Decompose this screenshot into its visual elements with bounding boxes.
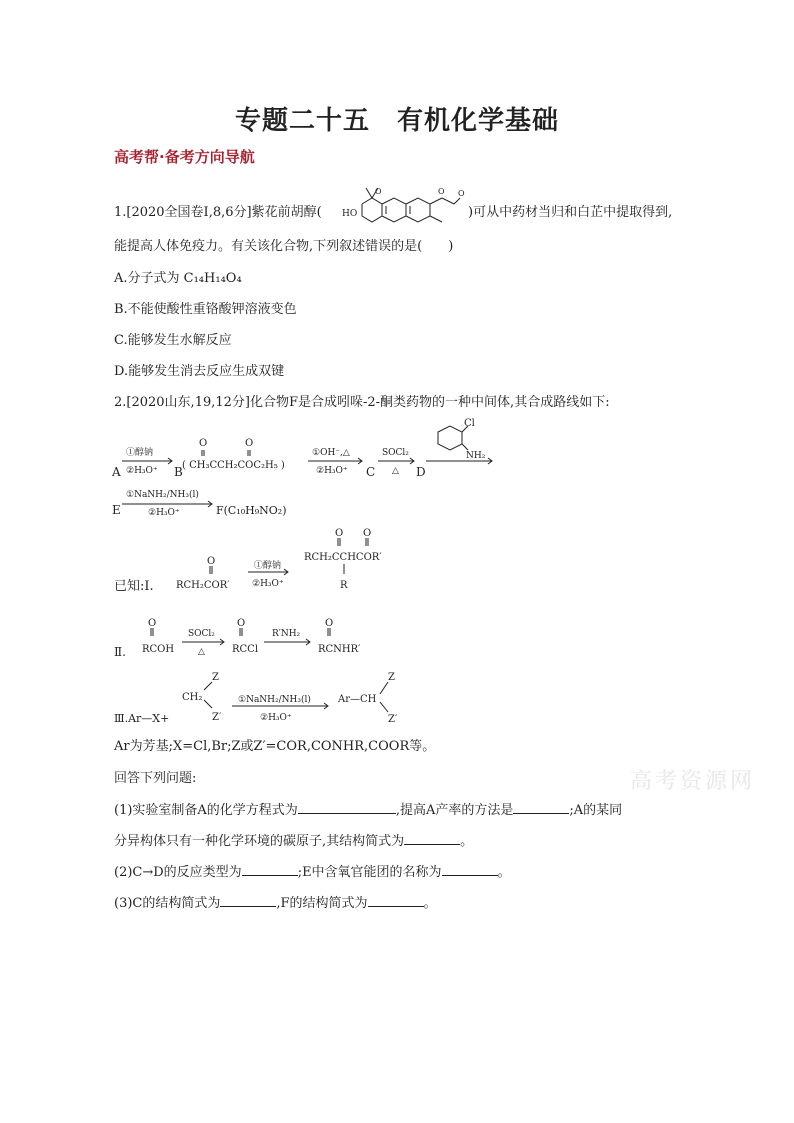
q2-note: Ar为芳基;X=Cl,Br;Z或Z′=COR,CONHR,COOR等。 bbox=[114, 739, 436, 754]
section-heading: 高考帮·备考方向导航 bbox=[114, 148, 255, 166]
q1-o-label-2: O bbox=[438, 187, 445, 196]
k1-left: RCH₂COR′ bbox=[176, 580, 230, 591]
sub2-blank-group[interactable] bbox=[442, 863, 498, 876]
q1-o-label-1: O bbox=[375, 187, 382, 196]
route-cond1-top: ①醇钠 bbox=[126, 448, 154, 458]
q1-line1-pre: 1.[2020全国卷Ⅰ,8,6分]紫花前胡醇( bbox=[114, 205, 322, 220]
route-cond3-bot: △ bbox=[392, 466, 399, 476]
sub1-text-e: 。 bbox=[460, 834, 474, 849]
sub3-text-a: (3)C的结构简式为 bbox=[114, 896, 221, 911]
sub1-text-c: ;A的某同 bbox=[569, 803, 623, 818]
sub2-blank-type[interactable] bbox=[242, 863, 298, 876]
sub1-blank-method[interactable] bbox=[513, 801, 569, 814]
known-label: 已知:Ⅰ. bbox=[114, 579, 154, 594]
k3-product: Ar—CH bbox=[338, 694, 377, 705]
route-c: C bbox=[366, 465, 376, 479]
k2-label: Ⅱ. bbox=[114, 645, 126, 658]
k3-label: Ⅲ.Ar—X+ bbox=[114, 712, 170, 725]
route-a: A bbox=[112, 465, 121, 479]
sub1-text-a: (1)实验室制备A的化学方程式为 bbox=[114, 803, 298, 818]
q1-option-a: A.分子式为 C₁₄H₁₄O₄ bbox=[114, 271, 242, 286]
q1-option-b: B.不能使酸性重铬酸钾溶液变色 bbox=[114, 302, 297, 317]
sub3-text-b: ,F的结构简式为 bbox=[276, 896, 368, 911]
sub3-blank-c[interactable] bbox=[220, 894, 276, 907]
k1-cond-top: ①醇钠 bbox=[254, 561, 282, 571]
route-cond3-top: SOCl₂ bbox=[382, 448, 409, 458]
k1-right: RCH₂CCHCOR′ bbox=[304, 552, 382, 563]
k3-cond-top: ①NaNH₂/NH₃(l) bbox=[238, 695, 311, 705]
k3-zp: Z′ bbox=[212, 712, 222, 723]
known-ii-reaction bbox=[112, 614, 372, 658]
k1-left-o: O bbox=[207, 556, 216, 567]
route-f: F(C₁₀H₉NO₂) bbox=[216, 504, 287, 517]
q2-synthesis-route bbox=[108, 418, 508, 522]
k2-c-o: O bbox=[325, 618, 334, 629]
sub2-line bbox=[114, 863, 511, 882]
k2-c: RCNHR′ bbox=[318, 644, 361, 655]
sub2-text-b: ;E中含氧官能团的名称为 bbox=[297, 865, 442, 880]
sub3-text-c: 。 bbox=[423, 896, 437, 911]
route-b: B bbox=[174, 465, 183, 479]
k1-right-o1: O bbox=[335, 528, 344, 539]
k2-a: RCOH bbox=[142, 644, 175, 655]
sub2-text-a: (2)C→D的反应类型为 bbox=[114, 865, 242, 880]
q2-intro: 2.[2020山东,19,12分]化合物F是合成吲哚-2-酮类药物的一种中间体,其合成路线如下: bbox=[114, 395, 610, 410]
k3-ch2: CH₂ bbox=[182, 692, 203, 703]
k3-pzp: Z′ bbox=[388, 714, 398, 725]
k2-a-o: O bbox=[148, 618, 157, 629]
q1-structure-image bbox=[342, 176, 468, 232]
k2-c1-top: SOCl₂ bbox=[188, 629, 215, 639]
k1-cond-bot: ②H₃O⁺ bbox=[252, 579, 284, 589]
q1-option-d: D.能够发生消去反应生成双键 bbox=[114, 364, 285, 379]
route-b-o1: O bbox=[199, 438, 208, 449]
k2-b-o: O bbox=[237, 618, 246, 629]
route2-cond-top: ①NaNH₂/NH₃(l) bbox=[126, 490, 199, 500]
sub1-text-b: ,提高A产率的方法是 bbox=[395, 803, 514, 818]
route-b-formula: ( CH₃CCH₂COC₂H₅ ) bbox=[182, 460, 285, 471]
q1-ho-label: HO bbox=[342, 209, 358, 219]
route-cond2-bot: ②H₃O⁺ bbox=[316, 466, 348, 476]
answer-prompt: 回答下列问题: bbox=[114, 771, 197, 786]
known-i-reaction bbox=[170, 528, 420, 598]
q1-option-c: C.能够发生水解反应 bbox=[114, 333, 232, 348]
q1-line1-post: )可从中药材当归和白芷中提取得到, bbox=[468, 205, 673, 220]
k2-c1-bot: △ bbox=[198, 647, 205, 657]
sub1-text-d: 分异构体只有一种化学环境的碳原子,其结构简式为 bbox=[114, 834, 405, 849]
k2-c2-top: R′NH₂ bbox=[272, 629, 301, 639]
k1-right-o2: O bbox=[363, 528, 372, 539]
q1-line2: 能提高人体免疫力。有关该化合物,下列叙述错误的是( ) bbox=[114, 239, 454, 254]
q1-o-label-3: O bbox=[458, 189, 465, 198]
k3-pz: Z bbox=[388, 672, 395, 683]
route-b-o2: O bbox=[245, 438, 254, 449]
sub3-blank-f[interactable] bbox=[368, 894, 424, 907]
known-iii-reaction bbox=[112, 668, 412, 730]
route-cl: Cl bbox=[464, 418, 475, 429]
k2-b: RCCl bbox=[232, 644, 259, 655]
sub1-line1 bbox=[114, 801, 622, 820]
sub2-text-c: 。 bbox=[497, 865, 511, 880]
k3-z: Z bbox=[212, 672, 219, 683]
route-nh2: NH₂ bbox=[466, 451, 486, 461]
route-cond2-top: ①OH⁻,△ bbox=[312, 448, 350, 458]
sub1-blank-equation[interactable] bbox=[298, 801, 396, 814]
route2-cond-bot: ②H₃O⁺ bbox=[148, 508, 180, 518]
route-cond1-bot: ②H₃O⁺ bbox=[126, 466, 158, 476]
route-d: D bbox=[416, 465, 426, 479]
k1-right-r: R bbox=[340, 580, 348, 591]
sub1-line2 bbox=[114, 832, 473, 851]
sub3-line bbox=[114, 894, 437, 913]
k3-cond-bot: ②H₃O⁺ bbox=[260, 713, 292, 723]
page-title: 专题二十五 有机化学基础 bbox=[234, 106, 559, 136]
watermark: 高考资源网 bbox=[630, 769, 756, 794]
sub1-blank-isomer[interactable] bbox=[404, 832, 460, 845]
route-e: E bbox=[112, 503, 121, 517]
